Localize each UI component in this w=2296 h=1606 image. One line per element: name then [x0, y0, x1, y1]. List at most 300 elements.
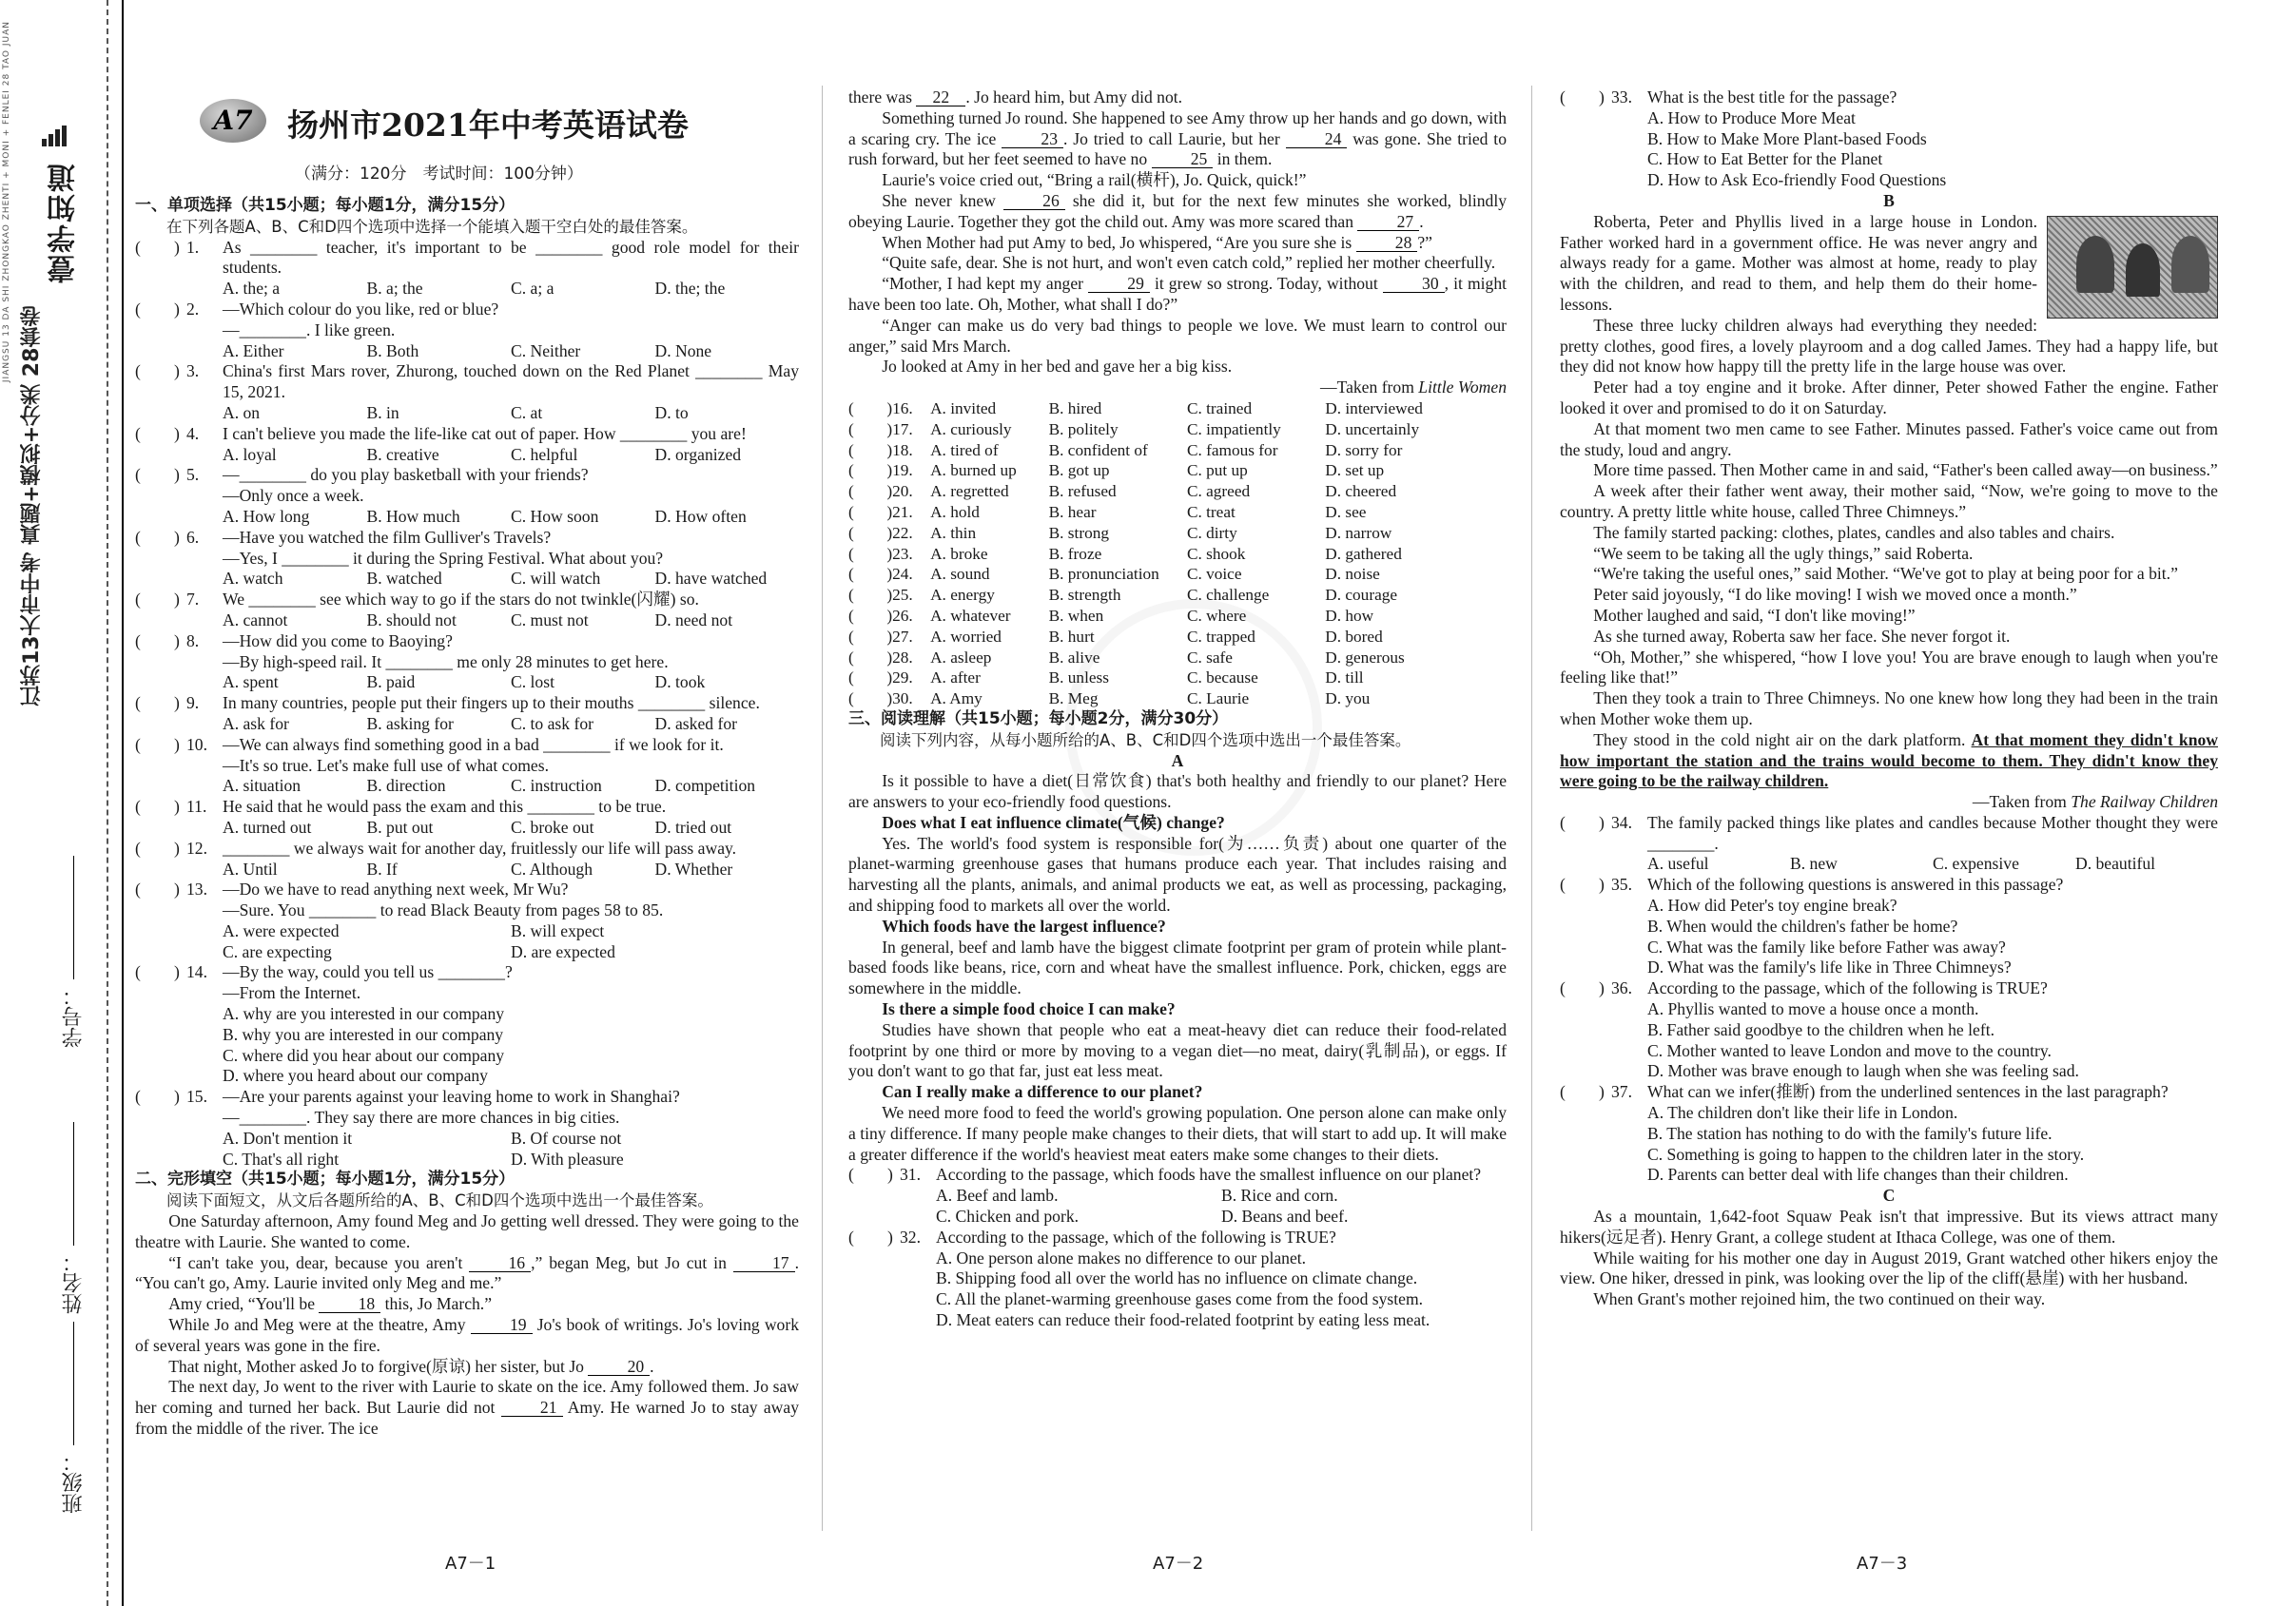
option[interactable]: D. organized: [654, 444, 742, 464]
option[interactable]: A. regretted: [930, 482, 1009, 501]
answer-slot[interactable]: ( ): [848, 1227, 893, 1247]
answer-slot[interactable]: ( ): [848, 544, 893, 563]
option[interactable]: D. cheered: [1325, 482, 1397, 501]
option[interactable]: B. Meg: [1048, 689, 1099, 708]
option[interactable]: D. took: [654, 672, 706, 692]
option[interactable]: D. uncertainly: [1325, 419, 1420, 438]
option[interactable]: C. voice: [1186, 565, 1242, 584]
option[interactable]: C. challenge: [1186, 586, 1270, 605]
answer-slot[interactable]: ( ): [848, 461, 893, 480]
option[interactable]: A. Amy: [930, 689, 983, 708]
option[interactable]: B. a; the: [366, 279, 423, 299]
answer-slot[interactable]: ( ): [848, 627, 893, 646]
answer-slot[interactable]: ( ): [135, 590, 180, 610]
option[interactable]: B. creative: [366, 444, 439, 464]
blank-20[interactable]: 20: [588, 1358, 650, 1376]
option[interactable]: B. refused: [1048, 482, 1117, 501]
option[interactable]: C. All the planet-warming greenhouse gases come from the food system.: [936, 1289, 1424, 1309]
option[interactable]: C. trained: [1186, 398, 1253, 417]
option[interactable]: D. None: [654, 340, 712, 360]
option[interactable]: C. broke out: [511, 817, 594, 837]
option[interactable]: B. why you are interested in our company: [223, 1024, 504, 1044]
cloze-option-row: [848, 481, 1507, 502]
cloze-paragraph: Laurie's voice cried out, “Bring a rail(横杆), Jo. Quick, quick!”: [882, 170, 1307, 190]
option[interactable]: D. interviewed: [1325, 398, 1423, 417]
options: [936, 1248, 1507, 1331]
option[interactable]: A. loyal: [223, 444, 277, 464]
option[interactable]: B. should not: [366, 610, 457, 629]
option[interactable]: C. helpful: [511, 444, 578, 464]
option[interactable]: C. shook: [1186, 544, 1246, 563]
option[interactable]: D. Parents can better deal with life changes than their children.: [1647, 1165, 2069, 1185]
option[interactable]: B. strength: [1048, 586, 1121, 605]
column-2: [848, 87, 1507, 1331]
option[interactable]: D. you: [1325, 689, 1371, 708]
answer-slot[interactable]: ( ): [135, 880, 180, 900]
option[interactable]: B. How to Make More Plant-based Foods: [1647, 128, 1927, 148]
section-instruction: 阅读下面短文，从文后各题所给的A、B、C和D四个选项中选出一个最佳答案。: [166, 1191, 713, 1210]
answer-slot[interactable]: ( ): [848, 565, 893, 584]
option[interactable]: D. competition: [654, 776, 756, 796]
answer-slot[interactable]: ( ): [135, 630, 180, 650]
option[interactable]: D. set up: [1325, 461, 1385, 480]
option[interactable]: C. What was the family like before Father was away?: [1647, 937, 2006, 957]
cloze-option-row: [848, 544, 1507, 565]
option[interactable]: C. at: [511, 402, 543, 422]
option[interactable]: A. why are you interested in our company: [223, 1004, 505, 1024]
blank-30[interactable]: 30: [1383, 275, 1445, 293]
blank-29[interactable]: 29: [1088, 275, 1150, 293]
option[interactable]: A. ask for: [223, 713, 289, 733]
section-title: 二、完形填空（共15小题；每小题1分，满分15分）: [135, 1170, 516, 1190]
option[interactable]: D. How often: [654, 506, 747, 526]
option[interactable]: A. Until: [223, 859, 278, 879]
page-number: A7－3: [1857, 1554, 1908, 1574]
question-36: ( ) 36. According to the passage, which of the following is TRUE?: [1560, 978, 2048, 998]
option[interactable]: A. The children don't like their life in London.: [1647, 1103, 1958, 1123]
option[interactable]: B. If: [366, 859, 398, 879]
answer-slot[interactable]: ( ): [135, 299, 180, 319]
options: [223, 672, 799, 693]
option[interactable]: D. need not: [654, 610, 733, 629]
option[interactable]: B. will expect: [511, 920, 605, 940]
answer-slot[interactable]: ( ): [848, 1165, 893, 1185]
passage-paragraph: In general, beef and lamb have the biggest climate footprint per gram of protein while plant-based foods like beans, rice, corn and wheat have the smallest influence. Pork, chicken, eggs are somewhere in the middle.: [848, 937, 1507, 998]
option[interactable]: B. got up: [1048, 461, 1110, 480]
passage-paragraph: They stood in the cold night air on the dark platform. At that moment they didn't know how important the station and the trains would become to them. They didn't know they were going to be the railway children.: [1560, 729, 2218, 791]
name-field[interactable]: 姓名：: [59, 1122, 88, 1314]
answer-slot[interactable]: ( ): [848, 606, 893, 625]
option[interactable]: C. trapped: [1186, 627, 1255, 646]
passage-paragraph: “We're taking the useful ones,” said Mother. “We've got to play at being poor for a bit.”: [1593, 564, 2178, 584]
answer-slot[interactable]: ( ): [135, 693, 180, 713]
option[interactable]: A. useful: [1647, 854, 1709, 874]
option[interactable]: D. noise: [1325, 565, 1380, 584]
question-number: 28.: [892, 648, 913, 667]
story-illustration: [2047, 216, 2218, 319]
passage-paragraph: The family started packing: clothes, plates, candles and also tables and chairs.: [1593, 522, 2115, 542]
exam-header: [200, 99, 732, 148]
option[interactable]: A. Don't mention it: [223, 1128, 353, 1148]
question-37: ( ) 37. What can we infer(推断) from the underlined sentences in the last paragraph?: [1560, 1082, 2169, 1102]
option[interactable]: B. direction: [366, 776, 446, 796]
question-4: ( ) 4. I can't believe you made the life-like cat out of paper. How ________ you are!: [135, 423, 747, 443]
paper-badge: A7: [200, 99, 266, 143]
column-divider: [1531, 86, 1532, 1531]
series-pinyin: JIANGSU 13 DA SHI ZHONGKAO ZHENTI + MONI + FENLEI 28 TAO JUAN: [2, 21, 11, 383]
cloze-paragraph: Jo looked at Amy in her bed and gave her a big kiss.: [882, 357, 1233, 377]
mc-list: [135, 238, 799, 1171]
options: [223, 610, 799, 631]
blank-27[interactable]: 27: [1357, 213, 1419, 231]
blank-21[interactable]: 21: [501, 1399, 563, 1417]
question-13: ( ) 13. —Do we have to read anything next week, Mr Wu?: [135, 880, 569, 900]
student-id-field[interactable]: 学号：: [59, 856, 88, 1048]
answer-slot[interactable]: ( ): [135, 962, 180, 982]
answer-slot[interactable]: ( ): [135, 527, 180, 547]
section-instruction: 阅读下列内容，从每小题所给的A、B、C和D四个选项中选出一个最佳答案。: [880, 730, 1411, 749]
passage-paragraph: Is it possible to have a diet(日常饮食) that's both healthy and friendly to our planet? Here are answers to your eco-friendly food questions.: [848, 771, 1507, 812]
options: [223, 860, 799, 880]
option[interactable]: A. energy: [930, 586, 995, 605]
option[interactable]: C. Although: [511, 859, 593, 879]
option[interactable]: D. generous: [1325, 648, 1405, 667]
option[interactable]: A. asleep: [930, 648, 992, 667]
option[interactable]: C. will watch: [511, 569, 601, 589]
series-title: 江苏13大市中考 真题+模拟+分类 28套卷: [20, 305, 44, 706]
option[interactable]: B. Shipping food all over the world has no influence on climate change.: [936, 1268, 1418, 1288]
column-3: [1560, 87, 2218, 1310]
option[interactable]: B. Father said goodbye to the children when he left.: [1647, 1019, 1994, 1039]
question-15: ( ) 15. —Are your parents against your leaving home to work in Shanghai?: [135, 1087, 680, 1107]
option[interactable]: B. How much: [366, 506, 460, 526]
option[interactable]: C. Laurie: [1186, 689, 1250, 708]
question-number: 26.: [892, 606, 913, 625]
option[interactable]: A. after: [930, 668, 981, 687]
options: [223, 403, 799, 424]
option[interactable]: A. broke: [930, 544, 988, 563]
option[interactable]: A. spent: [223, 672, 279, 692]
option[interactable]: D. narrow: [1325, 523, 1392, 542]
option[interactable]: A. curiously: [930, 419, 1012, 438]
option[interactable]: B. Rice and corn.: [1221, 1186, 1338, 1206]
option[interactable]: D. till: [1325, 668, 1364, 687]
option[interactable]: A. Beef and lamb.: [936, 1186, 1059, 1206]
option[interactable]: A. the; a: [223, 279, 281, 299]
option[interactable]: C. impatiently: [1186, 419, 1281, 438]
question-11: ( ) 11. He said that he would pass the exam and this ________ to be true.: [135, 797, 667, 817]
option[interactable]: B. hired: [1048, 398, 1102, 417]
passage-paragraph: While waiting for his mother one day in August 2019, Grant watched other hikers enjoy the view. One hiker, dressed in pink, was looking over the lip of the cliff(悬崖) with her husband.: [1560, 1248, 2218, 1288]
source-credit: —Taken from Little Women: [1319, 377, 1507, 397]
passage-subheading: Which foods have the largest influence?: [882, 916, 1166, 936]
underlined-sentences: At that moment they didn't know how important the station and the trains would become to them. They didn't know they were going to be the railway children.: [1560, 729, 2218, 791]
option[interactable]: A. How long: [223, 506, 310, 526]
option[interactable]: C. Something is going to happen to the children later in the story.: [1647, 1144, 2085, 1164]
option[interactable]: B. hurt: [1048, 627, 1095, 646]
question-35: ( ) 35. Which of the following questions is answered in this passage?: [1560, 875, 2064, 895]
options: [223, 776, 799, 797]
option[interactable]: C. must not: [511, 610, 589, 629]
option[interactable]: C. expensive: [1933, 854, 2019, 874]
blank-22[interactable]: 22: [916, 88, 965, 106]
question-number: 23.: [892, 544, 913, 563]
option[interactable]: C. How soon: [511, 506, 599, 526]
blank-18[interactable]: 18: [319, 1295, 380, 1313]
question-number: 22.: [892, 523, 913, 542]
options: [223, 1129, 799, 1150]
blank-24[interactable]: 24: [1286, 130, 1348, 148]
option[interactable]: C. a; a: [511, 279, 555, 299]
answer-slot[interactable]: ( ): [848, 419, 893, 438]
brand-bars-icon: [42, 126, 70, 146]
option[interactable]: D. Mother was brave enough to laugh when she was feeling sad.: [1647, 1061, 2079, 1081]
option[interactable]: B. Both: [366, 340, 419, 360]
option[interactable]: D. see: [1325, 502, 1367, 521]
option[interactable]: A. invited: [930, 398, 997, 417]
answer-slot[interactable]: ( ): [848, 689, 893, 708]
option[interactable]: D. how: [1325, 606, 1374, 625]
passage-subheading: Is there a simple food choice I can make?: [882, 999, 1176, 1019]
option[interactable]: D. where you heard about our company: [223, 1066, 488, 1086]
option[interactable]: B. froze: [1048, 544, 1102, 563]
option[interactable]: C. safe: [1186, 648, 1233, 667]
column-1: [135, 196, 799, 1440]
options: [223, 1004, 799, 1087]
option[interactable]: D. are expected: [511, 941, 615, 961]
cloze-option-row: [848, 440, 1507, 461]
option[interactable]: C. That's all right: [223, 1149, 340, 1169]
answer-slot[interactable]: ( ): [848, 482, 893, 501]
question-32: ( ) 32. According to the passage, which of the following is TRUE?: [848, 1227, 1336, 1247]
answer-slot[interactable]: ( ): [848, 440, 893, 459]
question-31: ( ) 31. According to the passage, which foods have the smallest influence on our planet?: [848, 1165, 1482, 1185]
option[interactable]: D. sorry for: [1325, 440, 1403, 459]
cloze-option-row: [848, 668, 1507, 688]
option[interactable]: A. Either: [223, 340, 284, 360]
option[interactable]: B. Of course not: [511, 1128, 622, 1148]
question-dialogue-line: —From the Internet.: [223, 983, 361, 1003]
section-title: 三、阅读理解（共15小题；每小题2分，满分30分）: [848, 708, 1229, 728]
answer-slot[interactable]: ( ): [848, 668, 893, 687]
answer-slot[interactable]: ( ): [1560, 87, 1605, 106]
option[interactable]: C. where: [1186, 606, 1247, 625]
blank-28[interactable]: 28: [1356, 234, 1418, 252]
question-14: ( ) 14. —By the way, could you tell us ________?: [135, 962, 513, 982]
option[interactable]: A. watch: [223, 569, 283, 589]
option[interactable]: A. thin: [930, 523, 977, 542]
option[interactable]: B. pronunciation: [1048, 565, 1159, 584]
blank-25[interactable]: 25: [1152, 150, 1214, 168]
option[interactable]: D. tried out: [654, 817, 732, 837]
option[interactable]: A. hold: [930, 502, 980, 521]
options: [1647, 1103, 2218, 1186]
option[interactable]: D. What was the family's life like in Three Chimneys?: [1647, 958, 2012, 977]
answer-slot[interactable]: ( ): [848, 586, 893, 605]
option[interactable]: A. burned up: [930, 461, 1017, 480]
cloze-option-row: [848, 606, 1507, 627]
cloze-option-row: [848, 648, 1507, 668]
option[interactable]: C. famous for: [1186, 440, 1278, 459]
answer-slot[interactable]: ( ): [1560, 1082, 1605, 1102]
option[interactable]: B. watched: [366, 569, 442, 589]
option[interactable]: D. Beans and beef.: [1221, 1207, 1349, 1227]
option[interactable]: D. How to Ask Eco-friendly Food Questions: [1647, 170, 1947, 190]
answer-slot[interactable]: ( ): [135, 237, 180, 257]
question-1: ( ) 1. As ________ teacher, it's important to be ________ good role model for their students.: [135, 237, 799, 278]
cloze-paragraph: “Quite safe, dear. She is not hurt, and won't even catch cold,” replied her mother cheerfully.: [882, 253, 1496, 273]
option[interactable]: C. dirty: [1186, 523, 1237, 542]
option[interactable]: A. cannot: [223, 610, 288, 629]
blank-17[interactable]: 17: [733, 1254, 795, 1272]
blank-26[interactable]: 26: [1003, 192, 1065, 210]
cloze-paragraph: She never knew 26 she did it, but for the next few minutes she worked, blindly obeying Laurie. Together they got the child out. Amy was more scared than 27 .: [848, 190, 1507, 231]
blank-16[interactable]: 16: [469, 1254, 531, 1272]
page-number: A7－2: [1153, 1554, 1204, 1574]
option[interactable]: A. turned out: [223, 817, 312, 837]
option[interactable]: A. One person alone makes no difference to our planet.: [936, 1248, 1307, 1267]
option[interactable]: A. whatever: [930, 606, 1011, 625]
option[interactable]: B. The station has nothing to do with the family's future life.: [1647, 1123, 2053, 1143]
option[interactable]: C. agreed: [1186, 482, 1251, 501]
cloze-option-row: [848, 419, 1507, 440]
option[interactable]: B. in: [366, 402, 399, 422]
blank-23[interactable]: 23: [1002, 130, 1063, 148]
option[interactable]: C. Mother wanted to leave London and move to the country.: [1647, 1040, 2052, 1060]
question-dialogue-line: —By high-speed rail. It ________ me only 28 minutes to get here.: [223, 651, 669, 671]
question-number: 19.: [892, 461, 913, 480]
question-number: 18.: [892, 440, 913, 459]
options: [223, 445, 799, 466]
option[interactable]: A. Phyllis wanted to move a house once a month.: [1647, 999, 1979, 1019]
option[interactable]: D. Meat eaters can reduce their food-related footprint by eating less meat.: [936, 1310, 1430, 1330]
option[interactable]: A. How to Produce More Meat: [1647, 107, 1856, 127]
passage-paragraph: As a mountain, 1,642-foot Squaw Peak isn't that impressive. But its views attract many hikers(远足者). Henry Grant, a college student at Ithaca College, was one of them.: [1560, 1207, 2218, 1247]
question-9: ( ) 9. In many countries, people put their fingers up to their mouths ________ silence.: [135, 693, 760, 713]
answer-slot[interactable]: ( ): [848, 523, 893, 542]
cloze-options-table: [848, 398, 1507, 709]
passage-paragraph: “Oh, Mother,” she whispered, “how I love you! You are brave enough to laugh when you're feeling like that!”: [1560, 647, 2218, 687]
question-dialogue-line: —Yes, I ________ it during the Spring Festival. What about you?: [223, 548, 664, 568]
option[interactable]: B. paid: [366, 672, 416, 692]
option[interactable]: C. How to Eat Better for the Planet: [1647, 149, 1883, 169]
cloze-option-row: [848, 627, 1507, 648]
answer-slot[interactable]: ( ): [1560, 978, 1605, 998]
cloze-option-row: [848, 585, 1507, 606]
option[interactable]: C. where did you hear about our company: [223, 1045, 505, 1065]
option[interactable]: C. Neither: [511, 340, 581, 360]
passage-paragraph: We need more food to feed the world's growing population. One person alone can make only a tiny difference. If many people make changes to their diets, that will start to add up. It will make a greater difference if the world's heaviest meat eaters make some changes to their diets.: [848, 1103, 1507, 1164]
answer-slot[interactable]: ( ): [1560, 875, 1605, 895]
option[interactable]: C. are expecting: [223, 941, 332, 961]
cloze-option-row: [848, 398, 1507, 419]
question-dialogue-line: —It's so true. Let's make full use of what comes.: [223, 755, 549, 775]
option[interactable]: D. bored: [1325, 627, 1383, 646]
option[interactable]: D. courage: [1325, 586, 1398, 605]
answer-slot[interactable]: ( ): [848, 502, 893, 521]
option[interactable]: D. to: [654, 402, 689, 422]
answer-slot[interactable]: ( ): [135, 465, 180, 485]
question-10: ( ) 10. —We can always find something good in a bad ________ if we look for it.: [135, 734, 724, 754]
answer-slot[interactable]: ( ): [1560, 812, 1605, 832]
option[interactable]: B. When would the children's father be home?: [1647, 916, 1958, 936]
option[interactable]: C. instruction: [511, 776, 602, 796]
question-8: ( ) 8. —How did you come to Baoying?: [135, 630, 453, 650]
question-3: ( ) 3. China's first Mars rover, Zhurong, touched down on the Red Planet ________ May 15, 2021.: [135, 361, 799, 402]
option[interactable]: C. Chicken and pork.: [936, 1207, 1080, 1227]
class-field[interactable]: 班级：: [59, 1322, 88, 1514]
cloze-option-row: [848, 523, 1507, 544]
answer-slot[interactable]: ( ): [848, 398, 893, 417]
option[interactable]: D. have watched: [654, 569, 768, 589]
question-dialogue-line: —________. They say there are more chances in big cities.: [223, 1108, 620, 1128]
option[interactable]: B. asking for: [366, 713, 454, 733]
cloze-paragraph: “Mother, I had kept my anger 29 it grew so strong. Today, without 30 , it might have been too late. Oh, Mother, what shall I do?”: [848, 274, 1508, 314]
passage-paragraph: Yes. The world's food system is responsible for(为……负责) about one quarter of the planet-warming greenhouse gases that humans produce each year. That includes raising and harvesting all the plants, animals, and animal products we eat, as well as processing, packaging, and shipping food to markets all over the world.: [848, 833, 1507, 916]
answer-slot[interactable]: ( ): [135, 361, 180, 381]
option[interactable]: B. hear: [1048, 502, 1097, 521]
passage-paragraph: “We seem to be taking all the ugly things,” said Roberta.: [1593, 543, 1974, 563]
passage-paragraph: Peter said joyously, “I do like moving! I wish we moved once a month.”: [1593, 585, 2077, 605]
option[interactable]: D. gathered: [1325, 544, 1402, 563]
option[interactable]: D. beautiful: [2075, 854, 2156, 874]
passage-paragraph: These three lucky children always had everything they needed: pretty clothes, good fires, a lovely playroom and a dog called James. They had a happy life, but they did not know how happy till the pretty life in the large house was over.: [1560, 315, 2218, 377]
option[interactable]: A. situation: [223, 776, 302, 796]
option[interactable]: B. alive: [1048, 648, 1100, 667]
option[interactable]: A. tired of: [930, 440, 999, 459]
option[interactable]: D. With pleasure: [511, 1149, 624, 1169]
blank-19[interactable]: 19: [471, 1316, 533, 1334]
option[interactable]: C. treat: [1186, 502, 1236, 521]
option[interactable]: B. confident of: [1048, 440, 1148, 459]
option[interactable]: D. the; the: [654, 279, 726, 299]
cloze-paragraph: Amy cried, “You'll be 18 this, Jo March.”: [168, 1294, 493, 1314]
answer-slot[interactable]: ( ): [135, 797, 180, 817]
option[interactable]: D. asked for: [654, 713, 737, 733]
option[interactable]: A. sound: [930, 565, 990, 584]
option[interactable]: A. on: [223, 402, 261, 422]
option[interactable]: A. were expected: [223, 920, 340, 940]
question-number: 20.: [892, 482, 913, 501]
options: [1647, 999, 2218, 1082]
question-dialogue-line: —________. I like green.: [223, 319, 396, 339]
option[interactable]: B. when: [1048, 606, 1104, 625]
option[interactable]: A. worried: [930, 627, 1002, 646]
option[interactable]: C. because: [1186, 668, 1258, 687]
answer-slot[interactable]: ( ): [135, 423, 180, 443]
passage-paragraph: Then they took a train to Three Chimneys. No one knew how long they had been in the train when Mother woke them up.: [1560, 688, 2218, 728]
answer-slot[interactable]: ( ): [848, 648, 893, 667]
answer-slot[interactable]: ( ): [135, 838, 180, 858]
option[interactable]: C. lost: [511, 672, 555, 692]
answer-slot[interactable]: ( ): [135, 734, 180, 754]
option[interactable]: C. to ask for: [511, 713, 593, 733]
option[interactable]: B. put out: [366, 817, 434, 837]
option[interactable]: C. put up: [1186, 461, 1248, 480]
question-number: 21.: [892, 502, 913, 521]
option[interactable]: A. How did Peter's toy engine break?: [1647, 896, 1897, 916]
option[interactable]: D. Whether: [654, 859, 733, 879]
question-5: ( ) 5. —________ do you play basketball with your friends?: [135, 465, 589, 485]
option[interactable]: B. strong: [1048, 523, 1109, 542]
option[interactable]: B. politely: [1048, 419, 1119, 438]
option[interactable]: B. unless: [1048, 668, 1109, 687]
exam-title: 扬州市2021年中考英语试卷: [287, 106, 689, 144]
options: [223, 279, 799, 300]
answer-slot[interactable]: ( ): [135, 1087, 180, 1107]
option[interactable]: B. new: [1790, 854, 1838, 874]
cloze-paragraph: One Saturday afternoon, Amy found Meg and Jo getting well dressed. They were going to the theatre with Laurie. She wanted to come.: [135, 1211, 799, 1251]
